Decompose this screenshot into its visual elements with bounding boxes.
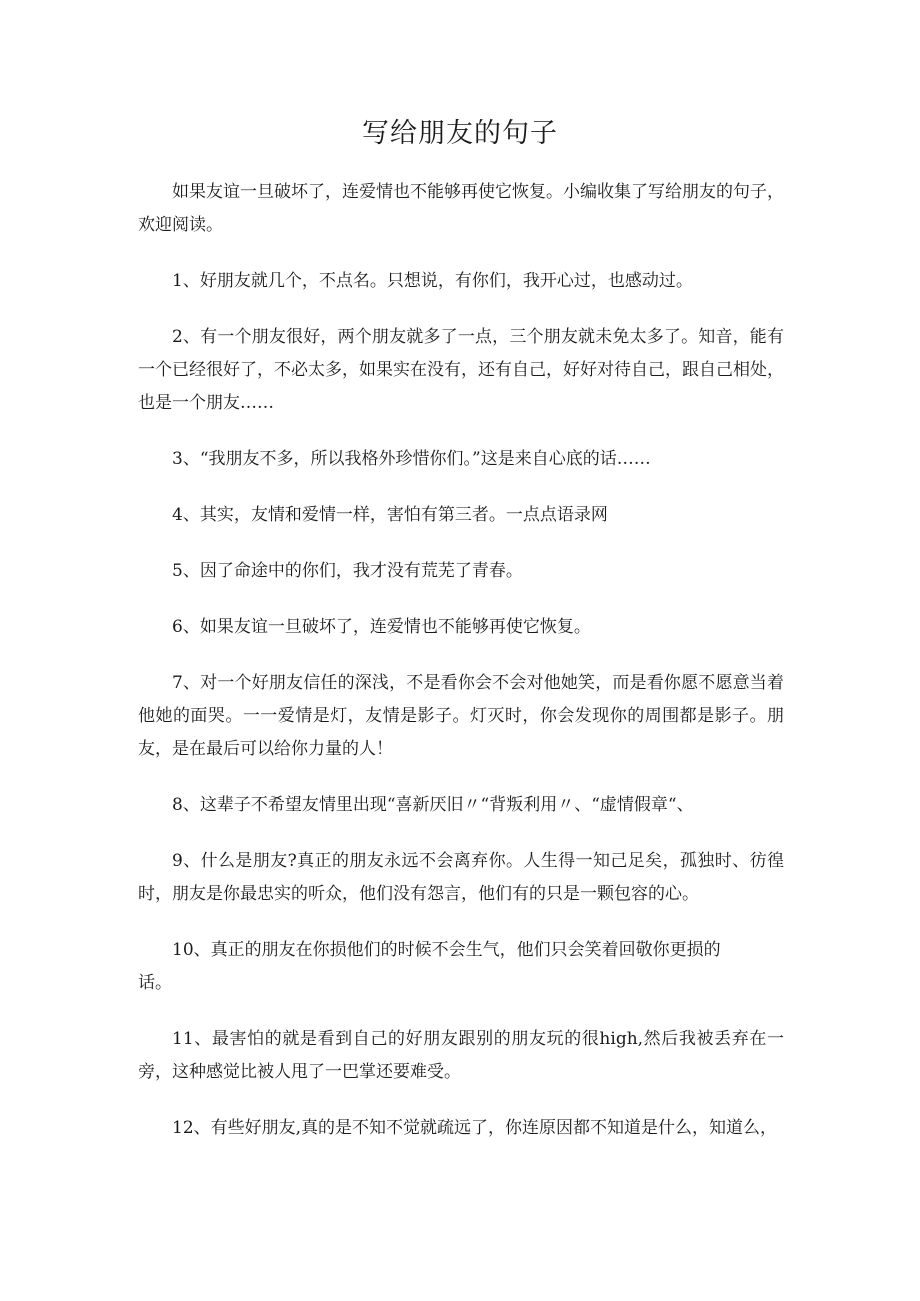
intro-paragraph: 如果友谊一旦破坏了，连爱情也不能够再使它恢复。小编收集了写给朋友的句子，欢迎阅读。 — [138, 182, 784, 235]
list-item-continuation: 话。 — [138, 973, 172, 993]
document-body — [138, 176, 784, 1168]
list-item: 1、好朋友就几个，不点名。只想说，有你们，我开心过，也感动过。 — [172, 271, 693, 291]
list-item: 11、最害怕的就是看到自己的好朋友跟别的朋友玩的很high,然后我被丢弃在一旁，这种感觉比被人甩了一巴掌还要难受。 — [138, 1029, 784, 1082]
list-item: 10、真正的朋友在你损他们的时候不会生气，他们只会笑着回敬你更损的 — [172, 940, 721, 960]
document-title: 写给朋友的句子 — [362, 118, 558, 149]
list-item: 3、“我朋友不多，所以我格外珍惜你们。”这是来自心底的话…… — [172, 449, 651, 469]
list-item: 12、有些好朋友,真的是不知不觉就疏远了，你连原因都不知道是什么，知道么， — [172, 1118, 778, 1138]
list-item: 7、对一个好朋友信任的深浅，不是看你会不会对他她笑，而是看你愿不愿意当着他她的面哭。一一爱情是灯，友情是影子。灯灭时，你会发现你的周围都是影子。朋友，是在最后可以给你力量的人！ — [138, 673, 784, 759]
list-item: 2、有一个朋友很好，两个朋友就多了一点，三个朋友就未免太多了。知音，能有一个已经很好了，不必太多，如果实在没有，还有自己，好好对待自己，跟自己相处，也是一个朋友…… — [138, 327, 784, 413]
list-item: 9、什么是朋友?真正的朋友永远不会离弃你。人生得一知己足矣，孤独时、彷徨时，朋友是你最忠实的听众，他们没有怨言，他们有的只是一颗包容的心。 — [138, 851, 784, 904]
list-item: 4、其实，友情和爱情一样，害怕有第三者。一点点语录网 — [172, 505, 608, 525]
list-item: 5、因了命途中的你们，我才没有荒芜了青春。 — [172, 561, 523, 581]
list-item: 6、如果友谊一旦破坏了，连爱情也不能够再使它恢复。 — [172, 617, 591, 637]
list-item: 8、这辈子不希望友情里出现“喜新厌旧〃“背叛利用〃、“虚情假章“、 — [172, 795, 694, 815]
